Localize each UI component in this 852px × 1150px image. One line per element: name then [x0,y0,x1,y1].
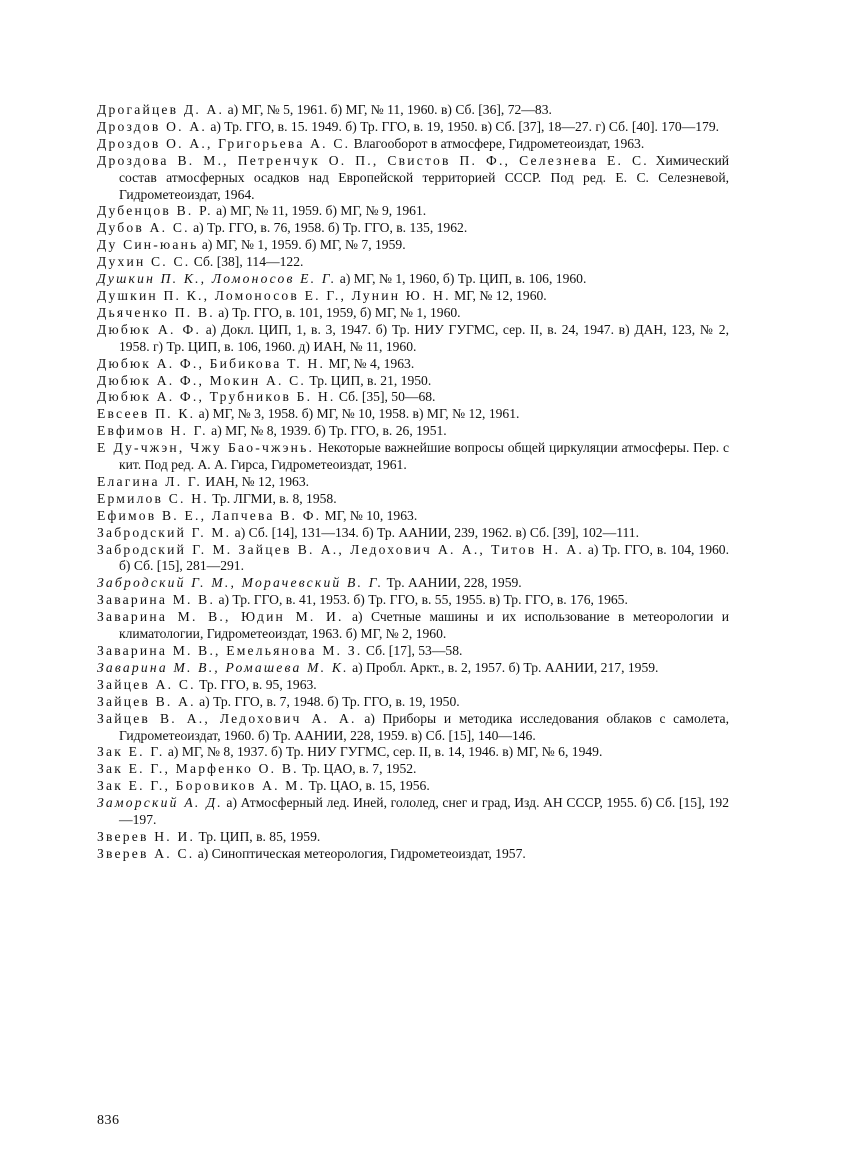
entry-citation: ИАН, № 12, 1963. [202,473,310,489]
entry-citation: Влагооборот в атмосфере, Гидрометеоиздат, 1963. [350,135,645,151]
bibliography-list [97,102,729,863]
bibliography-entry [97,288,729,305]
bibliography-entry [97,491,729,508]
entry-author: Зверев Н. И. [97,828,196,844]
entry-author: Заварина М. В. [97,592,216,608]
entry-citation: Сб. [35], 50—68. [335,389,436,405]
entry-author: Зайцев А. С. [97,676,196,692]
entry-citation: а) Пробл. Аркт., в. 2, 1957. б) Тр. ААНИИ, 217, 1959. [348,659,659,675]
entry-citation: а) МГ, № 11, 1959. б) МГ, № 9, 1961. [212,203,427,219]
entry-author: Дубов А. С. [97,220,190,236]
entry-author: Зак Е. Г. [97,744,165,760]
bibliography-entry [97,153,729,204]
entry-citation: Тр. ЛГМИ, в. 8, 1958. [208,490,337,506]
bibliography-entry [97,356,729,373]
bibliography-entry [97,102,729,119]
bibliography-entry [97,592,729,609]
entry-author: Дубенцов В. Р. [97,203,213,219]
bibliography-entry [97,220,729,237]
entry-citation: Тр. ЦАО, в. 7, 1952. [298,761,417,777]
entry-author: Забродский Г. М., Морачевский В. Г. [97,575,384,591]
entry-citation: а) МГ, № 8, 1939. б) Тр. ГГО, в. 26, 1951. [207,423,447,439]
entry-citation: а) Приборы и методика исследования облаков с самолета, Гидрометеоиздат, 1960. б) Тр. ААНИИ, 228, 1959. в) Сб. [15], 140—146. [119,710,729,743]
entry-author: Дроздов О. А. [97,118,207,134]
entry-citation: а) Тр. ГГО, в. 41, 1953. б) Тр. ГГО, в. 55, 1955. в) Тр. ГГО, в. 176, 1965. [215,592,628,608]
bibliography-entry [97,322,729,356]
entry-author: Дрогайцев Д. А. [97,102,225,117]
bibliography-entry [97,474,729,491]
entry-author: Заварина М. В., Ромашева М. К. [97,659,349,675]
entry-author: Е Ду-чжэн, Чжу Бао-чжэнь. [97,440,315,456]
entry-author: Дюбюк А. Ф. [97,321,202,337]
entry-citation: Сб. [17], 53—58. [362,643,463,658]
bibliography-entry [97,406,729,423]
entry-citation: а) Тр. ГГО, в. 101, 1959, б) МГ, № 1, 1960. [214,304,461,320]
entry-citation: Некоторые важнейшие вопросы общей циркуляции атмосферы. Пер. с кит. Под ред. А. А. Гирса, Гидрометеоиздат, 1961. [119,440,729,473]
entry-citation: Тр. ЦИП, в. 85, 1959. [195,828,321,844]
bibliography-entry [97,643,729,660]
bibliography-entry [97,744,729,761]
entry-citation: Тр. ГГО, в. 95, 1963. [195,676,317,692]
entry-citation: Сб. [38], 114—122. [190,254,304,270]
bibliography-entry [97,575,729,592]
entry-citation: а) Счетные машины и их использование в метеорологии и климатологии, Гидрометеоиздат, 1963. б) МГ, № 2, 1960. [119,609,729,642]
entry-author: Ермилов С. Н. [97,490,209,506]
bibliography-entry [97,254,729,271]
entry-citation: МГ, № 12, 1960. [450,287,547,303]
bibliography-entry [97,305,729,322]
bibliography-entry [97,119,729,136]
entry-citation: а) Тр. ГГО, в. 15. 1949. б) Тр. ГГО, в. 19, 1950. в) Сб. [37], 18—27. г) Сб. [40]. 170—179. [206,118,720,134]
bibliography-entry [97,677,729,694]
entry-author: Зверев А. С. [97,845,195,861]
entry-citation: а) МГ, № 3, 1958. б) МГ, № 10, 1958. в) МГ, № 12, 1961. [195,406,520,422]
bibliography-entry [97,423,729,440]
entry-author: Дюбюк А. Ф., Трубников Б. Н. [97,389,336,405]
entry-author: Евсеев П. К. [97,406,196,422]
entry-author: Зайцев В. А. [97,693,196,709]
entry-author: Евфимов Н. Г. [97,423,208,439]
bibliography-entry [97,271,729,288]
entry-citation: а) Тр. ГГО, в. 76, 1958. б) Тр. ГГО, в. 135, 1962. [189,220,468,236]
entry-author: Дроздова В. М., Петренчук О. П., Свистов П. Ф., Селезнева Е. С. [97,152,649,168]
bibliography-entry [97,389,729,406]
entry-citation: а) МГ, № 1, 1959. б) МГ, № 7, 1959. [198,237,406,253]
entry-author: Зак Е. Г., Марфенко О. В. [97,761,299,777]
entry-citation: а) Тр. ГГО, в. 7, 1948. б) Тр. ГГО, в. 19, 1950. [195,693,460,709]
entry-author: Ду Син-юань [97,237,199,253]
bibliography-entry [97,542,729,576]
entry-citation: Химический состав атмосферных осадков над Европейской территорией СССР. Под ред. Е. С. Селезневой, Гидрометеоиздат, 1964. [119,152,729,202]
entry-citation: а) Атмосферный лед. Иней, гололед, снег и град, Изд. АН СССР, 1955. б) Сб. [15], 192—197. [119,795,729,828]
entry-author: Забродский Г. М. Зайцев В. А., Ледохович А. А., Титов Н. А. [97,541,584,557]
entry-author: Духин С. С. [97,254,191,270]
bibliography-entry [97,711,729,745]
entry-author: Зайцев В. А., Ледохович А. А. [97,710,357,726]
bibliography-entry [97,694,729,711]
entry-author: Ефимов В. Е., Лапчева В. Ф. [97,507,322,523]
bibliography-entry [97,440,729,474]
entry-citation: Тр. ЦАО, в. 15, 1956. [305,778,430,794]
entry-citation: а) МГ, № 5, 1961. б) МГ, № 11, 1960. в) Сб. [36], 72—83. [224,102,552,117]
entry-citation: а) Синоптическая метеорология, Гидрометеоиздат, 1957. [194,845,526,861]
bibliography-entry [97,609,729,643]
bibliography-entry [97,508,729,525]
entry-citation: а) МГ, № 1, 1960, б) Тр. ЦИП, в. 106, 1960. [336,271,587,287]
entry-author: Елагина Л. Г. [97,473,203,489]
entry-citation: МГ, № 4, 1963. [325,355,415,371]
bibliography-entry [97,846,729,863]
bibliography-entry [97,525,729,542]
entry-author: Душкин П. К., Ломоносов Е. Г. [97,271,337,287]
entry-citation: а) Тр. ГГО, в. 104, 1960. б) Сб. [15], 281—291. [119,541,729,574]
bibliography-entry [97,136,729,153]
bibliography-entry [97,778,729,795]
bibliography-entry [97,829,729,846]
bibliography-entry [97,761,729,778]
entry-citation: а) МГ, № 8, 1937. б) Тр. НИУ ГУГМС, сер. II, в. 14, 1946. в) МГ, № 6, 1949. [164,744,603,760]
entry-author: Дюбюк А. Ф., Бибикова Т. Н. [97,355,326,371]
entry-author: Дюбюк А. Ф., Мокин А. С. [97,372,307,388]
entry-author: Заморский А. Д. [97,795,223,811]
entry-author: Дьяченко П. В. [97,304,215,320]
entry-author: Забродский Г. М. [97,524,232,540]
bibliography-entry [97,203,729,220]
bibliography-entry [97,660,729,677]
entry-author: Зак Е. Г., Боровиков А. М. [97,778,306,794]
entry-author: Заварина М. В., Юдин М. И. [97,609,344,625]
bibliography-entry [97,795,729,829]
entry-citation: Тр. ААНИИ, 228, 1959. [383,575,522,591]
entry-author: Душкин П. К., Ломоносов Е. Г., Лунин Ю. Н. [97,287,451,303]
entry-citation: а) Сб. [14], 131—134. б) Тр. ААНИИ, 239, 1962. в) Сб. [39], 102—111. [231,524,639,540]
entry-author: Дроздов О. А., Григорьева А. С. [97,135,351,151]
entry-citation: Тр. ЦИП, в. 21, 1950. [306,372,432,388]
entry-citation: а) Докл. ЦИП, 1, в. 3, 1947. б) Тр. НИУ ГУГМС, сер. II, в. 24, 1947. в) ДАН, 123, № 2, 1958. г) Тр. ЦИП, в. 106, 1960. д) ИАН, № 11, 1960. [119,321,729,354]
entry-author: Заварина М. В., Емельянова М. З. [97,643,363,658]
entry-citation: МГ, № 10, 1963. [321,507,418,523]
page-number: 836 [97,1113,120,1128]
bibliography-entry [97,237,729,254]
bibliography-entry [97,373,729,390]
